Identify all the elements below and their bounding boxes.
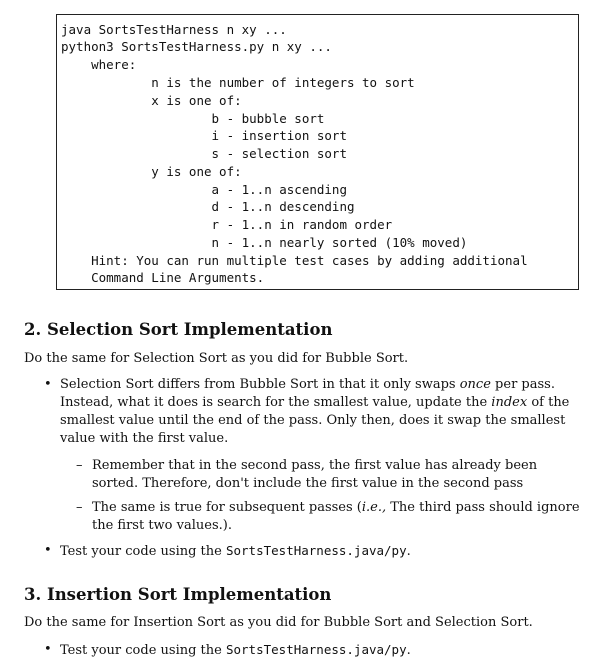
section-heading: 3. Insertion Sort Implementation: [24, 585, 332, 604]
code-line: a - 1..n ascending: [61, 182, 347, 197]
code-line: i - insertion sort: [61, 128, 347, 143]
list-item: Selection Sort differs from Bubble Sort in that it only swaps once per pass. Instead, what it does is search for the smallest value, update the index of the smallest value until the end of the pass. Only then, does it swap the smallest value with the first value.: [60, 377, 570, 446]
dash-marker: –: [76, 458, 83, 473]
code-line: b - bubble sort: [61, 111, 325, 126]
code-line: where:: [61, 57, 137, 72]
sub-list-item: The same is true for subsequent passes (i.e., The third pass should ignore the first two values.).: [92, 500, 580, 533]
code-line: java SortsTestHarness n xy ...: [61, 22, 287, 37]
code-line: y is one of:: [61, 164, 242, 179]
dash-marker: –: [76, 500, 83, 515]
bullet-marker: •: [44, 642, 52, 657]
bullet-marker: •: [44, 543, 52, 558]
code-line: Hint: You can run multiple test cases by adding additional: [61, 253, 528, 268]
sub-list-item: Remember that in the second pass, the first value has already been sorted. Therefore, don't include the first value in the second pass: [92, 458, 538, 491]
code-line: n is the number of integers to sort: [61, 75, 415, 90]
code-block: [56, 14, 579, 290]
code-line: python3 SortsTestHarness.py n xy ...: [61, 39, 332, 54]
code-line: d - 1..n descending: [61, 199, 355, 214]
inline-code: SortsTestHarness.java/py: [225, 543, 407, 558]
code-line: s - selection sort: [61, 146, 347, 161]
code-line: Command Line Arguments.: [61, 270, 265, 285]
section-intro: Do the same for Selection Sort as you did for Bubble Sort.: [24, 351, 409, 366]
bullet-marker: •: [44, 377, 52, 392]
inline-code: SortsTestHarness.java/py: [225, 642, 407, 657]
list-item: Test your code using the SortsTestHarness.java/py.: [60, 543, 411, 559]
section-intro: Do the same for Insertion Sort as you did for Bubble Sort and Selection Sort.: [24, 615, 533, 630]
code-line: r - 1..n in random order: [61, 217, 393, 232]
list-item: Test your code using the SortsTestHarness.java/py.: [60, 642, 411, 658]
code-line: x is one of:: [61, 93, 242, 108]
code-line: n - 1..n nearly sorted (10% moved): [61, 235, 468, 250]
section-heading: 2. Selection Sort Implementation: [24, 320, 333, 339]
